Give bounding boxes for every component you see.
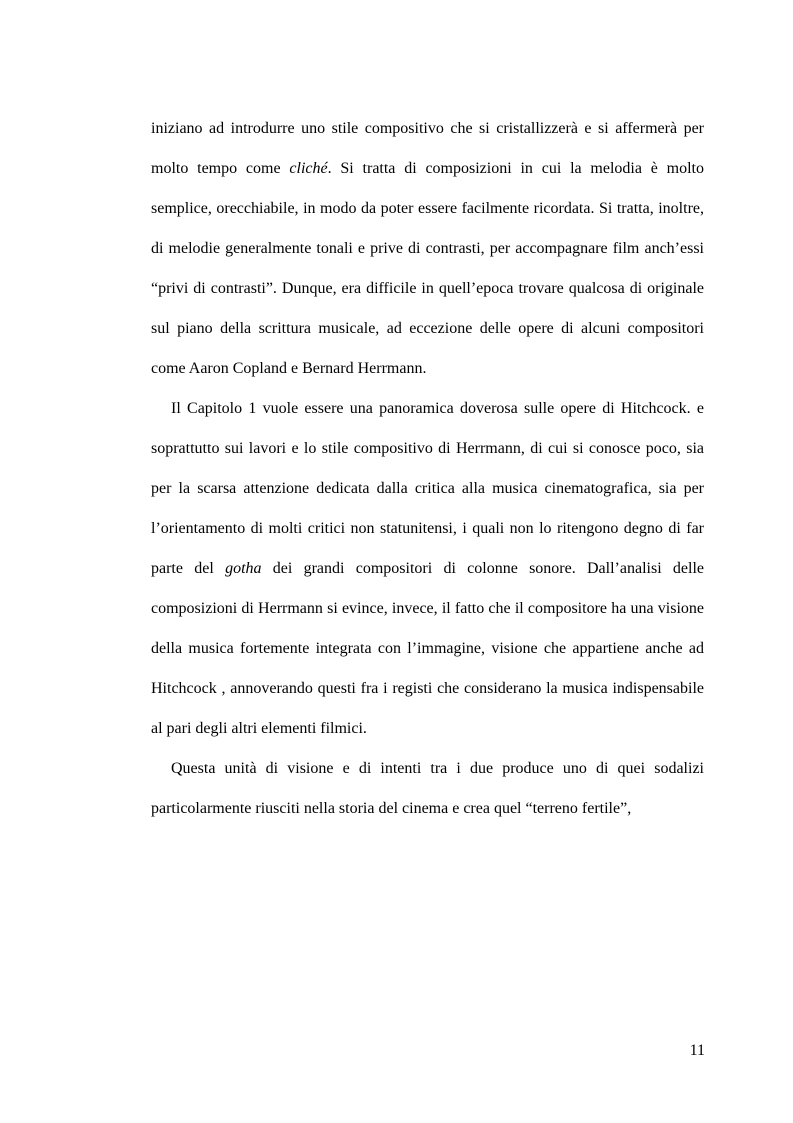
paragraph-text: Questa unità di visione e di intenti tra i due produce uno di quei sodalizi particolarmente riusciti nella storia del cinema e crea quel “terreno fertile”,	[151, 760, 704, 817]
paragraph	[151, 749, 704, 829]
body-text	[151, 109, 704, 829]
italic-term: cliché	[289, 160, 328, 177]
page-number: 11	[689, 1042, 705, 1059]
paragraph	[151, 389, 704, 749]
paragraph	[151, 109, 704, 389]
paragraph-text: dei grandi compositori di colonne sonore. Dall’analisi delle composizioni di Herrmann si evince, invece, il fatto che il compositore ha una visione della musica fortemente integrata con l’immagine, visione che appartiene anche ad Hitchcock , annoverando questi fra i registi che considerano la musica indispensabile al pari degli altri elementi filmici.	[151, 560, 704, 737]
paragraph-text: iniziano ad introdurre uno stile compositivo che si cristallizzerà e si affermerà per molto tempo come	[151, 120, 704, 177]
paragraph-text: . Si tratta di composizioni in cui la melodia è molto semplice, orecchiabile, in modo da poter essere facilmente ricordata. Si tratta, inoltre, di melodie generalmente tonali e prive di contrasti, per accompagnare film anch’essi “privi di contrasti”. Dunque, era difficile in quell’epoca trovare qualcosa di originale sul piano della scrittura musicale, ad eccezione delle opere di alcuni compositori come Aaron Copland e Bernard Herrmann.	[151, 160, 704, 377]
paragraph-text: Il Capitolo 1 vuole essere una panoramica doverosa sulle opere di Hitchcock. e soprattutto sui lavori e lo stile compositivo di Herrmann, di cui si conosce poco, sia per la scarsa attenzione dedicata dalla critica alla musica cinematografica, sia per l’orientamento di molti critici non statunitensi, i quali non lo ritengono degno di far parte del	[151, 400, 704, 577]
italic-term: gotha	[225, 560, 262, 577]
